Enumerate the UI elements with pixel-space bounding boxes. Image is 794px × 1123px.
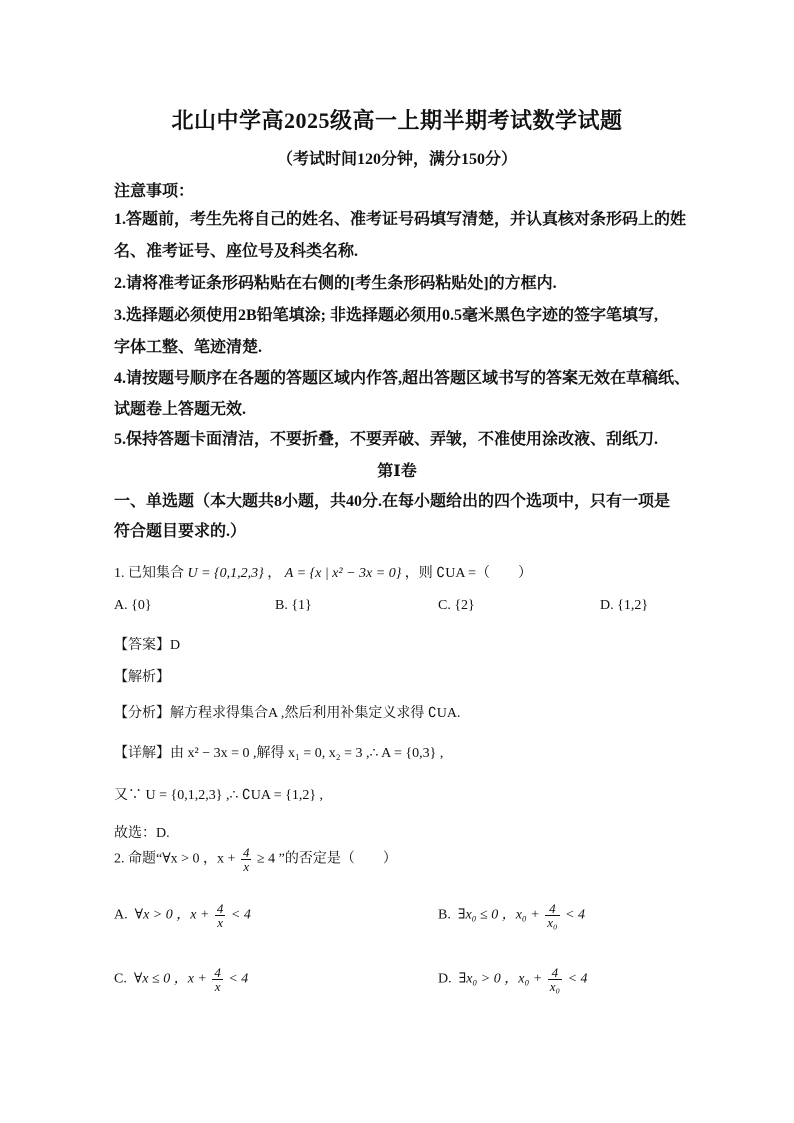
q2-option-b: B. ∃x₀ ≤ 0 ，x₀ + $\frac{4}{\text{x₀}}$ < 4 [438, 901, 585, 930]
q1-option-a: A. {0} [114, 598, 152, 613]
q2-option-c: C. ∀x ≤ 0 ，x + $\frac{4}{x}$ < 4 [114, 965, 249, 994]
question-1-stem: 1. 已知集合 U = {0,1,2,3} ， A = {x | x² − 3x = 0} ，则 ∁UA =（ ） [114, 566, 533, 581]
q1-fenxi: 【分析】解方程求得集合A ,然后利用补集定义求得 ∁UA. [114, 706, 461, 721]
q1-option-d: D. {1,2} [600, 598, 649, 613]
q2-stem-pre: 2. 命题“∀x > 0 ，x + [114, 851, 236, 867]
notice-line-4: 3.选择题必须使用2B铅笔填涂; 非选择题必须用0.5毫米黑色字迹的签字笔填写, [114, 307, 659, 324]
question-1-ask: ，则 ∁UA =（ ） [404, 566, 533, 581]
notice-line-6: 4.请按题号顺序在各题的答题区域内作答,超出答题区域书写的答案无效在草稿纸、 [114, 370, 691, 387]
q2-fraction: $\frac{4}{x}$ [242, 845, 250, 874]
volume-label: 第Ⅰ卷 [377, 463, 417, 480]
exam-subtitle: （考试时间120分钟，满分150分） [276, 151, 517, 168]
q1-conclusion: 故选：D. [114, 826, 170, 841]
q1-answer: 【答案】D [114, 638, 181, 653]
q1-detail: 【详解】由 x² − 3x = 0 ,解得 x₁ = 0, x₂ = 3 ,∴ A = {0,3} , [114, 746, 444, 761]
notice-line-8: 5.保持答题卡面清洁，不要折叠，不要弄破、弄皱，不准使用涂改液、刮纸刀. [114, 431, 659, 448]
question-2-stem [114, 846, 397, 873]
notice-line-1: 1.答题前，考生先将自己的姓名、准考证号码填写清楚，并认真核对条形码上的姓 [114, 211, 687, 228]
q2-stem-post: ≥ 4 ”的否定是（ ） [256, 851, 397, 867]
exam-title: 北山中学高2025级高一上期半期考试数学试题 [171, 108, 623, 133]
q2-option-d: D. ∃x₀ > 0 ，x₀ + $\frac{4}{\text{x₀}}$ < 4 [438, 965, 588, 994]
q1-option-c: C. {2} [438, 598, 475, 613]
set-a: A = {x | x² − 3x = 0} [284, 566, 402, 581]
q1-option-b: B. {1} [275, 598, 312, 613]
question-1-prefix: 1. 已知集合 [114, 566, 184, 581]
notice-line-2: 名、准考证号、座位号及科类名称. [114, 243, 359, 260]
universal-set: U = {0,1,2,3} [187, 566, 264, 581]
q2-option-a: A. ∀x > 0 ，x + $\frac{4}{x}$ < 4 [114, 901, 251, 930]
notice-line-5: 字体工整、笔迹清楚. [114, 339, 263, 356]
notice-line-3: 2.请将准考证条形码粘贴在右侧的[考生条形码粘贴处]的方框内. [114, 275, 557, 292]
notice-heading: 注意事项： [114, 183, 195, 200]
q1-detail-2: 又∵ U = {0,1,2,3} ,∴ ∁UA = {1,2} , [114, 788, 324, 803]
section-heading-line-2: 符合题目要求的.） [114, 523, 247, 540]
section-heading-line-1: 一、单选题（本大题共8小题，共40分.在每小题给出的四个选项中，只有一项是 [114, 493, 671, 510]
q1-analysis-label: 【解析】 [114, 670, 170, 685]
notice-line-7: 试题卷上答题无效. [114, 401, 247, 418]
